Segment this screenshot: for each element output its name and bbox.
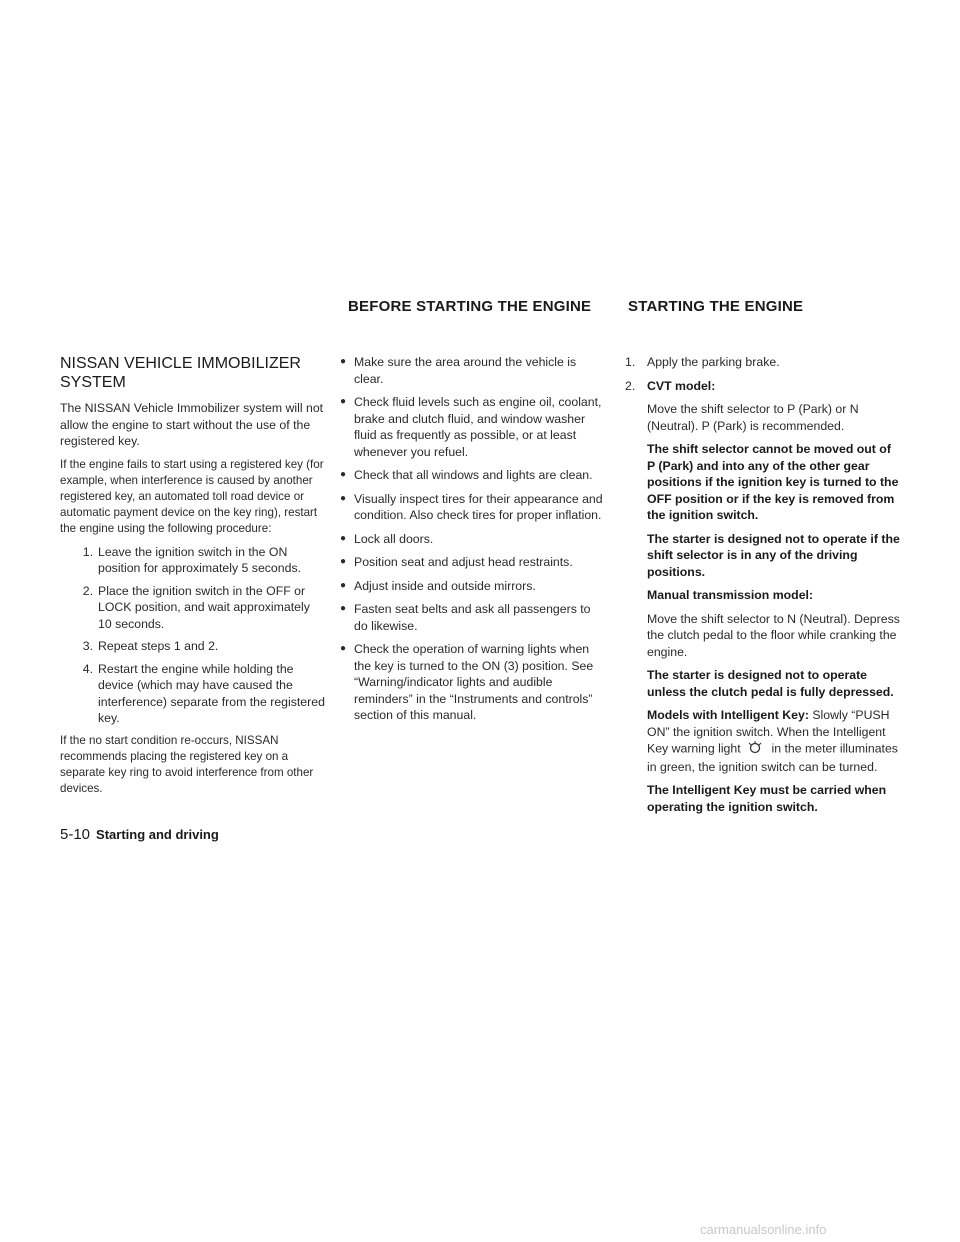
intelligent-key-warning: The Intelligent Key must be carried when operating the ignition switch.: [647, 783, 887, 814]
section-title: NISSAN VEHICLE IMMOBILIZER SYSTEM: [60, 355, 301, 391]
procedure-list: [60, 544, 326, 727]
page-footer: [60, 826, 219, 843]
cvt-warning-2: The starter is designed not to operate if the shift selector is in any of the driving positions.: [647, 531, 900, 579]
bullet-icon: ●: [340, 492, 347, 504]
if-fails-paragraph: If the engine fails to start using a registered key (for example, when interference is caused by another registered key, an automated toll road device or automatic payment device on the key ring), restart the engine using the following procedure:: [60, 457, 324, 535]
bullet-icon: ●: [340, 603, 347, 614]
column-before-starting: [340, 354, 606, 731]
list-item: ● Fasten seat belts and ask all passengers to do likewise.: [340, 602, 591, 633]
closing-paragraph: If the no start condition re-occurs, NISSAN recommends placing the registered key on a separate key ring to avoid interference from other devices.: [60, 733, 314, 795]
bullet-icon: ●: [340, 396, 347, 407]
page-number: 5-10: [60, 826, 91, 843]
list-item: ● Check that all windows and lights are clean.: [340, 468, 593, 482]
bullet-icon: ●: [340, 532, 347, 544]
list-item: 3. Repeat steps 1 and 2.: [82, 639, 219, 653]
section-header-before-starting: BEFORE STARTING THE ENGINE: [348, 298, 592, 315]
column-immobilizer: [60, 354, 326, 804]
list-item: 4. Restart the engine while holding the device (which may have caused the interference) separate from the registered key.: [82, 661, 325, 725]
chapter-title: Starting and driving: [96, 827, 219, 842]
list-item: ● Visually inspect tires for their appearance and condition. Also check tires for proper inflation.: [340, 491, 603, 522]
bullet-icon: ●: [340, 643, 347, 654]
list-item: ● Check the operation of warning lights when the key is turned to the ON (3) position. See “Warning/indicator lights and audible reminders” in the “Instruments and controls” section of this manual.: [340, 642, 594, 722]
column-starting: [620, 354, 902, 822]
list-item: 1. Leave the ignition switch in the ON position for approximately 5 seconds.: [82, 544, 302, 575]
list-item: 2. Place the ignition switch in the OFF or LOCK position, and wait approximately 10 seconds.: [82, 583, 310, 631]
list-item: ● Lock all doors.: [340, 531, 434, 546]
key-warning-icon: [746, 740, 766, 759]
cvt-text: Move the shift selector to P (Park) or N (Neutral). P (Park) is recommended.: [647, 402, 859, 433]
bullet-icon: ●: [340, 469, 347, 480]
bullet-icon: ●: [340, 556, 347, 567]
manual-text: Move the shift selector to N (Neutral). Depress the clutch pedal to the floor while cranking the engine.: [647, 611, 900, 659]
bullet-icon: ●: [340, 579, 347, 591]
intelligent-key-label: Models with Intelligent Key:: [647, 708, 809, 722]
list-item: ● Position seat and adjust head restraints.: [340, 555, 573, 569]
list-item: ● Check fluid levels such as engine oil, coolant, brake and clutch fluid, and window washer fluid as frequently as possible, or at least whenever you refuel.: [340, 395, 602, 459]
intelligent-key-paragraph: Models with Intelligent Key: Slowly “PUSH ON” the ignition switch. When the Intelligent Key warning light in the meter illuminates in green, the ignition switch can be turned.: [647, 708, 898, 774]
step-2: 2. CVT model:: [625, 378, 716, 393]
bullet-icon: ●: [340, 356, 347, 367]
list-item: ● Make sure the area around the vehicle is clear.: [340, 355, 577, 386]
watermark: carmanualsonline.info: [700, 1222, 827, 1237]
section-header-starting: STARTING THE ENGINE: [628, 298, 804, 315]
manual-label: Manual transmission model:: [647, 588, 814, 602]
list-item: ● Adjust inside and outside mirrors.: [340, 578, 536, 593]
cvt-warning-1: The shift selector cannot be moved out of P (Park) and into any of the other gear positions if the ignition key is turned to the OFF position or if the key is removed from the ignition switch.: [647, 442, 899, 522]
manual-warning: The starter is designed not to operate unless the clutch pedal is fully depressed.: [647, 668, 894, 699]
step-1: 1. Apply the parking brake.: [625, 355, 780, 369]
intro-paragraph: The NISSAN Vehicle Immobilizer system will not allow the engine to start without the use of the registered key.: [60, 401, 324, 448]
